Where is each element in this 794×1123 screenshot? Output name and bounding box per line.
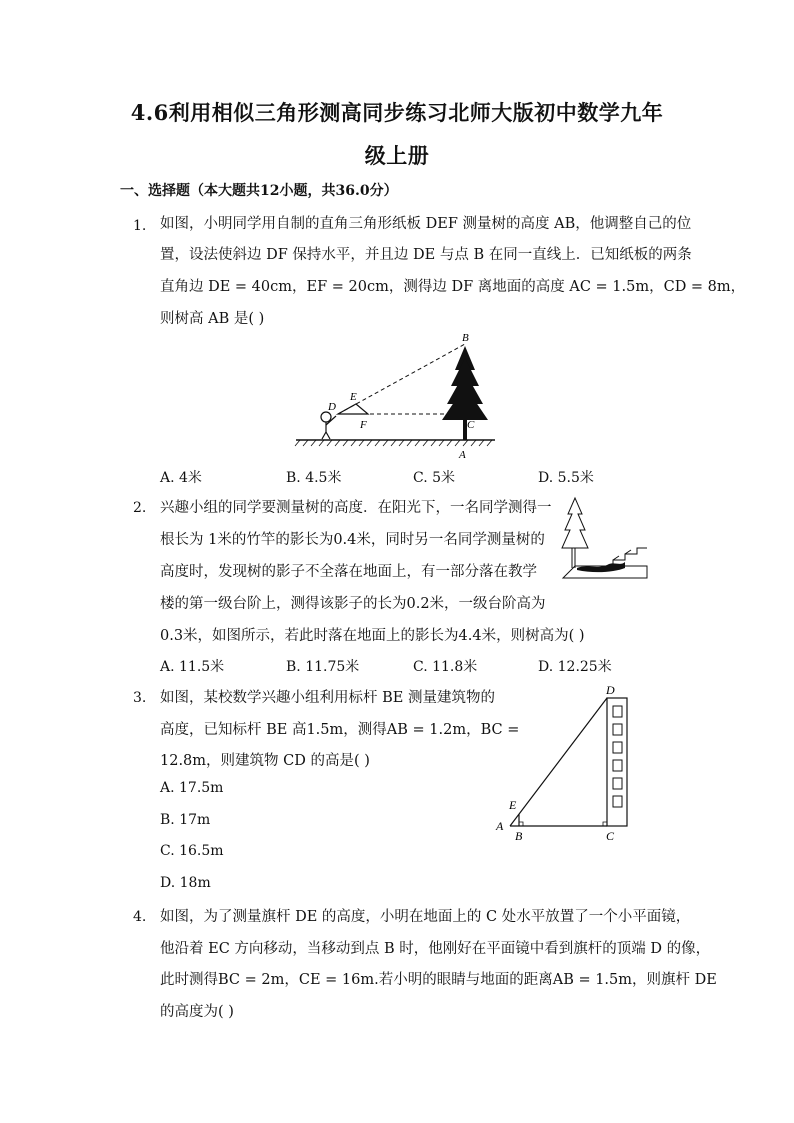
question-2-option-b[interactable]: B. 11.75米 bbox=[286, 659, 360, 675]
question-4-text-line: 如图，为了测量旗杆 DE 的高度，小明在地面上的 C 处水平放置了一个小平面镜， bbox=[160, 909, 691, 925]
question-1-text-line: 则树高 AB 是( ) bbox=[160, 311, 265, 327]
section-heading: 一、选择题（本大题共12小题，共36.0分） bbox=[120, 183, 398, 199]
person-icon bbox=[321, 412, 336, 439]
question-3-text-line: 12.8m，则建筑物 CD 的高是( ) bbox=[160, 753, 370, 769]
page-title-line1: 4.6利用相似三角形测高同步练习北师大版初中数学九年 bbox=[130, 100, 664, 125]
tree-icon bbox=[442, 346, 488, 440]
label-A: A bbox=[459, 449, 466, 461]
question-1-option-c[interactable]: C. 5米 bbox=[413, 470, 456, 486]
question-1-figure bbox=[290, 326, 510, 464]
question-1-text-line: 如图，小明同学用自制的直角三角形纸板 DEF 测量树的高度 AB，他调整自己的位 bbox=[160, 216, 692, 232]
question-2-text-line: 0.3米，如图所示，若此时落在地面上的影长为4.4米，则树高为( ) bbox=[160, 628, 585, 644]
question-1-number: 1. bbox=[133, 218, 147, 234]
question-1-option-a[interactable]: A. 4米 bbox=[160, 470, 202, 486]
question-2-number: 2. bbox=[133, 500, 147, 516]
question-3-text-line: 如图，某校数学兴趣小组利用标杆 BE 测量建筑物的 bbox=[160, 690, 495, 706]
question-4-number: 4. bbox=[133, 909, 147, 925]
question-3-text-line: 高度，已知标杆 BE 高1.5m，测得AB = 1.2m，BC = bbox=[160, 722, 520, 738]
question-2-text-line: 楼的第一级台阶上，测得该影子的长为0.2米，一级台阶高为 bbox=[160, 596, 546, 612]
question-4-text-line: 他沿着 EC 方向移动，当移动到点 B 时，他刚好在平面镜中看到旗杆的顶端 D 的像， bbox=[160, 941, 711, 957]
question-3-option-d[interactable]: D. 18m bbox=[160, 875, 211, 891]
question-4-text-line: 的高度为( ) bbox=[160, 1004, 234, 1020]
label-B: B bbox=[462, 332, 469, 344]
question-2-option-a[interactable]: A. 11.5米 bbox=[160, 659, 225, 675]
label-E: E bbox=[509, 798, 517, 812]
question-3-figure bbox=[492, 680, 642, 845]
question-1-text-line: 置，设法使斜边 DF 保持水平，并且边 DE 与点 B 在同一直线上．已知纸板的两条 bbox=[160, 247, 692, 263]
question-2-text-line: 高度时，发现树的影子不全落在地面上，有一部分落在教学 bbox=[160, 564, 537, 580]
label-C: C bbox=[606, 829, 615, 843]
question-2-figure bbox=[555, 490, 655, 590]
question-3-option-b[interactable]: B. 17m bbox=[160, 812, 211, 828]
question-2-option-c[interactable]: C. 11.8米 bbox=[413, 659, 478, 675]
tree-icon bbox=[562, 498, 588, 568]
question-1-text-line: 直角边 DE = 40cm，EF = 20cm，测得边 DF 离地面的高度 AC = 1.5m，CD = 8m， bbox=[160, 279, 746, 295]
question-2-text-line: 根长为 1米的竹竿的影长为0.4米，同时另一名同学测量树的 bbox=[160, 532, 545, 548]
label-A: A bbox=[496, 819, 504, 833]
label-D: D bbox=[606, 683, 615, 697]
question-3-option-c[interactable]: C. 16.5m bbox=[160, 843, 224, 859]
label-B: B bbox=[515, 829, 523, 843]
label-E: E bbox=[350, 391, 357, 403]
question-2-option-d[interactable]: D. 12.25米 bbox=[538, 659, 612, 675]
question-3-option-a[interactable]: A. 17.5m bbox=[160, 780, 224, 796]
label-D: D bbox=[328, 401, 336, 413]
question-1-option-d[interactable]: D. 5.5米 bbox=[538, 470, 594, 486]
label-C: C bbox=[467, 419, 475, 431]
label-F: F bbox=[360, 419, 367, 431]
page-title-line2: 级上册 bbox=[364, 143, 430, 168]
question-2-text-line: 兴趣小组的同学要测量树的高度．在阳光下，一名同学测得一 bbox=[160, 500, 552, 516]
question-4-text-line: 此时测得BC = 2m，CE = 16m.若小明的眼睛与地面的距离AB = 1.5m，则旗杆 DE bbox=[160, 972, 717, 988]
question-1-option-b[interactable]: B. 4.5米 bbox=[286, 470, 342, 486]
question-3-number: 3. bbox=[133, 690, 147, 706]
